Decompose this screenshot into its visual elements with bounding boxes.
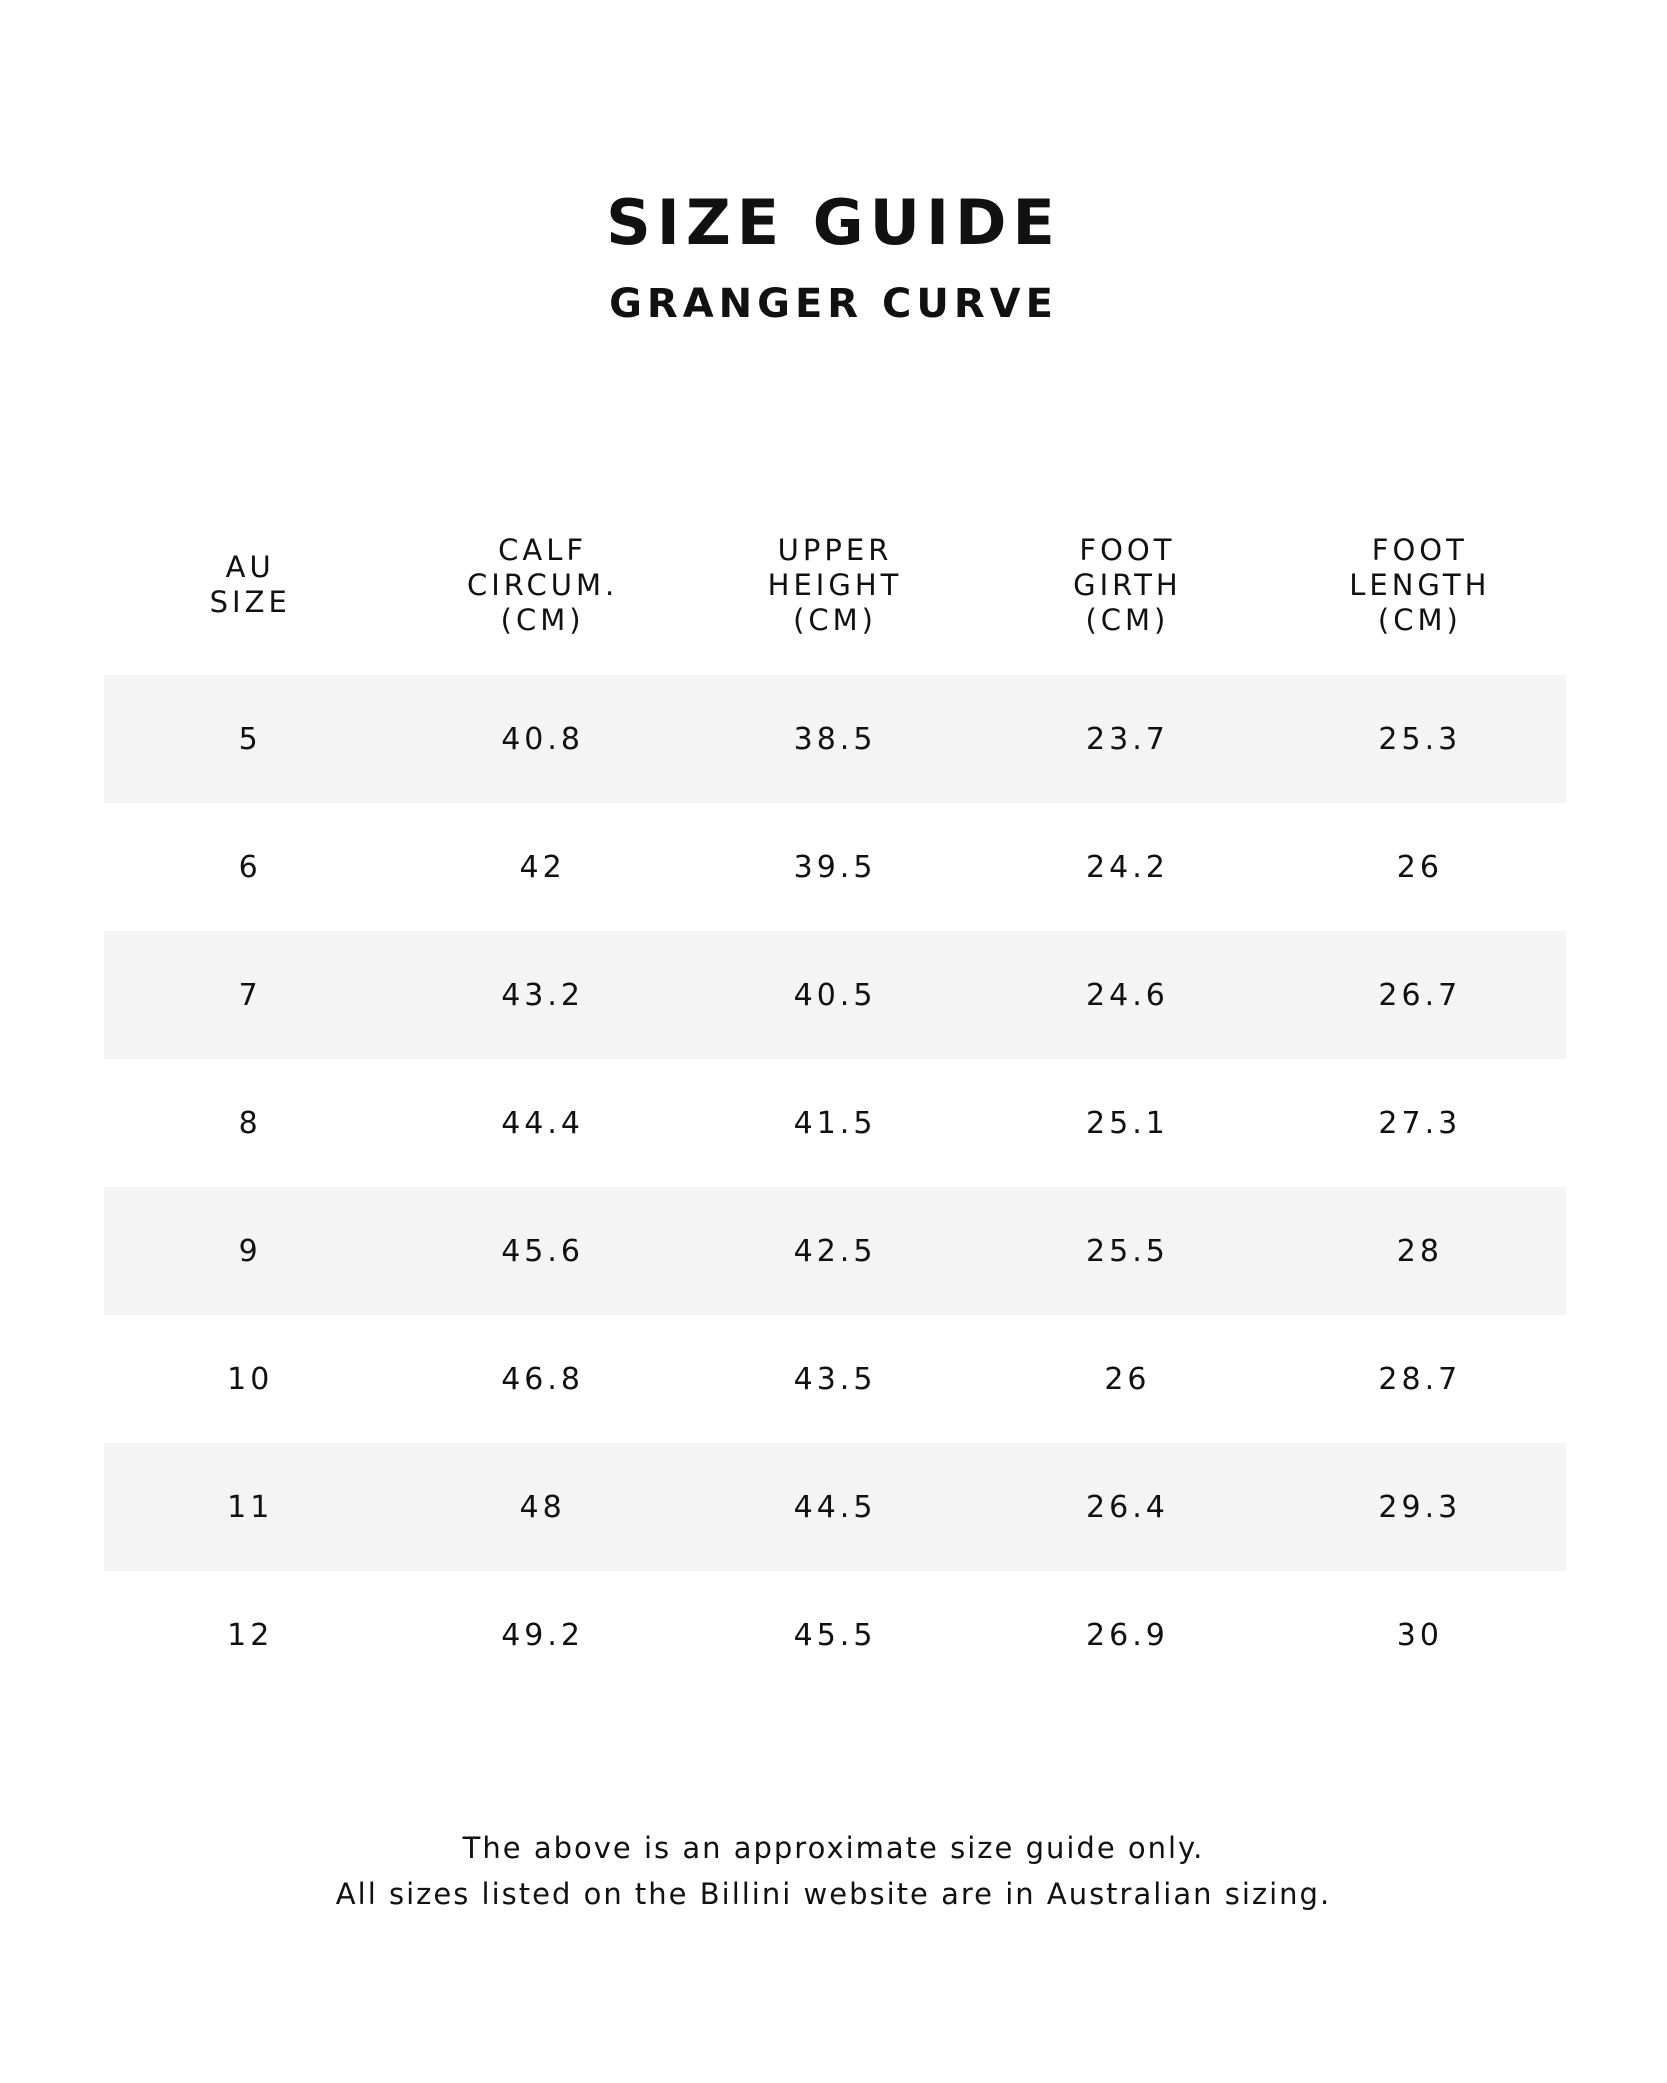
table-row xyxy=(104,675,1566,803)
header-line: LENGTH xyxy=(1349,567,1491,602)
header-line: CALF xyxy=(498,532,588,567)
table-cell: 7 xyxy=(238,977,262,1013)
table-cell: 41.5 xyxy=(793,1105,877,1141)
table-cell: 45.6 xyxy=(501,1233,584,1269)
disclaimer-line-2: All sizes listed on the Billini website are in Australian sizing. xyxy=(335,1877,1332,1911)
table-row xyxy=(104,1187,1566,1315)
header-line: (CM) xyxy=(500,602,585,637)
header-line: GIRTH xyxy=(1073,567,1182,602)
table-cell: 24.6 xyxy=(1086,977,1169,1013)
table-cell: 10 xyxy=(227,1361,274,1397)
header-line: UPPER xyxy=(777,532,893,567)
table-header xyxy=(104,495,1566,675)
table-cell: 40.5 xyxy=(793,977,877,1013)
table-cell: 24.2 xyxy=(1086,849,1169,885)
table-cell: 44.5 xyxy=(793,1489,877,1525)
header-line: SIZE xyxy=(209,585,291,619)
table-cell: 26.9 xyxy=(1086,1617,1169,1653)
table-cell: 26 xyxy=(1104,1361,1151,1397)
header-line: (CM) xyxy=(1085,602,1170,637)
column-header-foot-girth xyxy=(981,533,1273,638)
header-line: HEIGHT xyxy=(767,567,903,602)
table-cell: 6 xyxy=(238,849,262,885)
table-cell: 28 xyxy=(1396,1233,1443,1269)
table-cell: 28.7 xyxy=(1378,1361,1462,1397)
table-cell: 39.5 xyxy=(793,849,877,885)
table-cell: 25.5 xyxy=(1086,1233,1169,1269)
table-cell: 43.5 xyxy=(793,1361,877,1397)
product-name: GRANGER CURVE xyxy=(609,281,1058,327)
table-row xyxy=(104,931,1566,1059)
table-row xyxy=(104,1315,1566,1443)
table-cell: 42 xyxy=(519,849,566,885)
column-header-upper-height xyxy=(689,533,981,638)
table-row xyxy=(104,1059,1566,1187)
table-cell: 5 xyxy=(238,721,262,757)
table-cell: 48 xyxy=(519,1489,566,1525)
disclaimer xyxy=(0,1825,1667,1917)
page-title: SIZE GUIDE xyxy=(606,186,1061,259)
table-cell: 49.2 xyxy=(501,1617,584,1653)
table-cell: 25.3 xyxy=(1378,721,1462,757)
table-cell: 44.4 xyxy=(501,1105,584,1141)
header-line: FOOT xyxy=(1079,532,1176,567)
size-table xyxy=(104,495,1566,1699)
table-cell: 11 xyxy=(227,1489,274,1525)
table-cell: 40.8 xyxy=(501,721,584,757)
disclaimer-line-1: The above is an approximate size guide only. xyxy=(462,1831,1205,1865)
table-cell: 12 xyxy=(227,1617,274,1653)
column-header-foot-length xyxy=(1274,533,1566,638)
header-line: CIRCUM. xyxy=(466,567,619,602)
table-cell: 9 xyxy=(238,1233,262,1269)
table-cell: 43.2 xyxy=(501,977,584,1013)
table-cell: 38.5 xyxy=(793,721,877,757)
table-cell: 8 xyxy=(238,1105,262,1141)
table-body xyxy=(104,675,1566,1699)
header-line: FOOT xyxy=(1371,532,1468,567)
header-line: (CM) xyxy=(793,602,877,637)
table-cell: 30 xyxy=(1396,1617,1443,1653)
table-cell: 26.7 xyxy=(1378,977,1462,1013)
table-cell: 42.5 xyxy=(793,1233,877,1269)
table-cell: 45.5 xyxy=(793,1617,877,1653)
table-row xyxy=(104,1443,1566,1571)
table-cell: 27.3 xyxy=(1378,1105,1462,1141)
table-cell: 23.7 xyxy=(1086,721,1169,757)
column-header-calf-circumference xyxy=(396,533,688,638)
table-cell: 26.4 xyxy=(1086,1489,1169,1525)
header-line: AU xyxy=(225,550,275,584)
table-cell: 46.8 xyxy=(501,1361,584,1397)
table-cell: 29.3 xyxy=(1378,1489,1462,1525)
table-cell: 26 xyxy=(1396,849,1443,885)
column-header-au-size xyxy=(104,550,396,620)
table-row xyxy=(104,1571,1566,1699)
table-row xyxy=(104,803,1566,931)
header-line: (CM) xyxy=(1377,602,1462,637)
table-cell: 25.1 xyxy=(1086,1105,1169,1141)
